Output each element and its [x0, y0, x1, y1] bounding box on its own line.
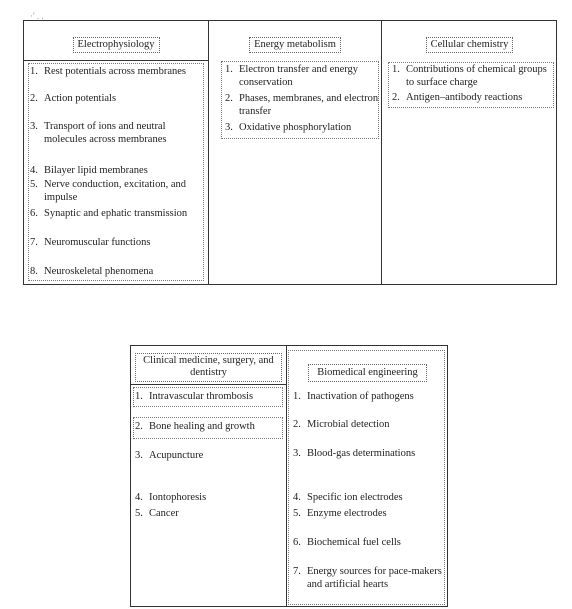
- list-item: 1. Inactivation of pathogens: [293, 391, 414, 402]
- list-item: 1. Rest potentials across membranes: [30, 66, 187, 77]
- header-rule: [24, 60, 209, 61]
- list-item: 1. Intravascular thrombosis: [135, 391, 254, 402]
- table-applications: [130, 345, 448, 607]
- column-cellular-chemistry: [382, 21, 557, 284]
- list-item: 2. Microbial detection: [293, 419, 390, 430]
- list-item: 3. Transport of ions and neutral molecules across membranes: [30, 121, 167, 145]
- list-item: 3. Acupuncture: [135, 450, 204, 461]
- column-header: Energy metabolism: [249, 37, 341, 54]
- list-item: 7. Energy sources for pace-makers and artificial hearts: [293, 566, 442, 590]
- corner-mark: ·' . .: [30, 11, 44, 21]
- header-rule: [131, 384, 286, 385]
- list-item: 5. Enzyme electrodes: [293, 508, 387, 519]
- list-item: 4. Bilayer lipid membranes: [30, 165, 148, 176]
- list-item: 2. Action potentials: [30, 93, 117, 104]
- list-item: 2. Bone healing and growth: [135, 421, 255, 432]
- column-biomedical-engineering: [287, 346, 448, 606]
- table-research-areas: [23, 20, 557, 285]
- list-item: 6. Biochemical fuel cells: [293, 537, 401, 548]
- list-item: 4. Specific ion electrodes: [293, 492, 403, 503]
- list-item: 1. Contributions of chemical groups to surface charge: [392, 64, 547, 88]
- column-energy-metabolism: [209, 21, 381, 284]
- column-header: Clinical medicine, surgery, and dentistry: [135, 353, 282, 382]
- list-item: 7. Neuromuscular functions: [30, 237, 151, 248]
- list-item: 2. Antigen–antibody reactions: [392, 92, 523, 103]
- list-item: 4. Iontophoresis: [135, 492, 207, 503]
- column-clinical-medicine: [131, 346, 286, 606]
- column-header: Electrophysiology: [73, 37, 160, 54]
- list-item: 5. Nerve conduction, excitation, and impulse: [30, 179, 186, 203]
- list-item: 6. Synaptic and ephatic transmission: [30, 208, 188, 219]
- list-item: 2. Phases, membranes, and electron transfer: [225, 93, 379, 117]
- column-header: Biomedical engineering: [308, 364, 427, 383]
- list-item: 8. Neuroskeletal phenomena: [30, 266, 154, 277]
- list-item: 5. Cancer: [135, 508, 179, 519]
- column-electrophysiology: [24, 21, 208, 284]
- list-item: 3. Oxidative phosphorylation: [225, 122, 352, 133]
- list-item: 1. Electron transfer and energy conservation: [225, 64, 359, 88]
- column-header: Cellular chemistry: [426, 37, 514, 54]
- list-item: 3. Blood-gas determinations: [293, 448, 416, 459]
